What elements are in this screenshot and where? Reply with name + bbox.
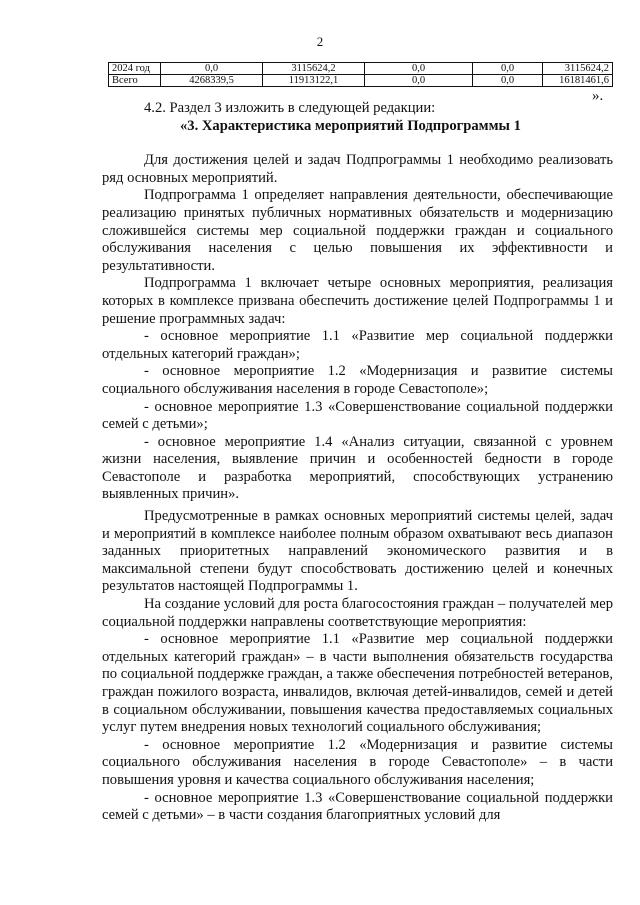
closing-quote: ».: [592, 88, 604, 104]
budget-table: [108, 62, 613, 87]
table-cell: 11913122,1: [263, 75, 365, 87]
paragraph: Для достижения целей и задач Подпрограммы 1 необходимо реализовать ряд основных мероприятий.: [102, 152, 613, 186]
list-item: - основное мероприятие 1.4 «Анализ ситуации, связанной с уровнем жизни населения, выявление причин и особенностей бедности в городе Севастополе и разработка мероприятий, способствующих устранению выявленных причин».: [102, 433, 613, 503]
table-cell: 0,0: [473, 75, 543, 87]
table-cell: 3115624,2: [543, 63, 613, 75]
table-cell: 0,0: [473, 63, 543, 75]
paragraph: Предусмотренные в рамках основных мероприятий системы целей, задач и мероприятий в комплексе наиболее полным образом охватывают весь диапазон заданных приоритетных направлений экономического развития и в максимальной степени будут способствовать достижению целей и конечных результатов настоящей Подпрограммы 1.: [102, 508, 613, 595]
list-item: - основное мероприятие 1.2 «Модернизация и развитие системы социального обслуживания населения в городе Севастополе» – в части повышения уровня и качества социального обслуживания населения;: [102, 736, 613, 788]
table-cell: Всего: [109, 75, 161, 87]
table-cell: 3115624,2: [263, 63, 365, 75]
table-cell: 4268339,5: [161, 75, 263, 87]
list-item: - основное мероприятие 1.1 «Развитие мер социальной поддержки отдельных категорий граждан»;: [102, 328, 613, 362]
table-cell: 0,0: [161, 63, 263, 75]
table-row: [109, 63, 613, 75]
paragraph: На создание условий для роста благосостояния граждан – получателей мер социальной поддержки направлены соответствующие мероприятия:: [102, 596, 613, 630]
table-cell: 16181461,6: [543, 75, 613, 87]
list-item: - основное мероприятие 1.3 «Совершенствование социальной поддержки семей с детьми» – в части создания благоприятных условий для: [102, 789, 613, 824]
document-body: [102, 100, 613, 825]
table-row: [109, 75, 613, 87]
paragraph: Подпрограмма 1 определяет направления деятельности, обеспечивающие реализацию принятых публичных нормативных обязательств и модернизацию сложившейся системы мер социальной поддержки граждан и социального обслуживания населения с целью повышения их эффективности и результативности.: [102, 187, 613, 274]
list-item: - основное мероприятие 1.2 «Модернизация и развитие системы социального обслуживания населения в городе Севастополе»;: [102, 363, 613, 397]
list-item: - основное мероприятие 1.3 «Совершенствование социальной поддержки семей с детьми»;: [102, 398, 613, 433]
section-heading: «3. Характеристика мероприятий Подпрограммы 1: [180, 117, 521, 134]
page-number: 2: [316, 34, 324, 49]
table-cell: 2024 год: [109, 63, 161, 75]
list-item: - основное мероприятие 1.1 «Развитие мер социальной поддержки отдельных категорий граждан» – в части выполнения обязательств государства по социальной поддержке граждан, а также обеспечения потребностей ветеранов, граждан пожилого возраста, инвалидов, включая детей-инвалидов, семей и детей в социальном обслуживании, повышения качества предоставляемых социальных услуг путем внедрения новых технологий социального обслуживания;: [102, 631, 613, 736]
amendment-intro: 4.2. Раздел 3 изложить в следующей редакции:: [144, 100, 436, 116]
table-cell: 0,0: [365, 75, 473, 87]
paragraph: Подпрограмма 1 включает четыре основных мероприятия, реализация которых в комплексе призвана обеспечить достижение целей Подпрограммы 1 и решение программных задач:: [102, 275, 613, 327]
table-cell: 0,0: [365, 63, 473, 75]
